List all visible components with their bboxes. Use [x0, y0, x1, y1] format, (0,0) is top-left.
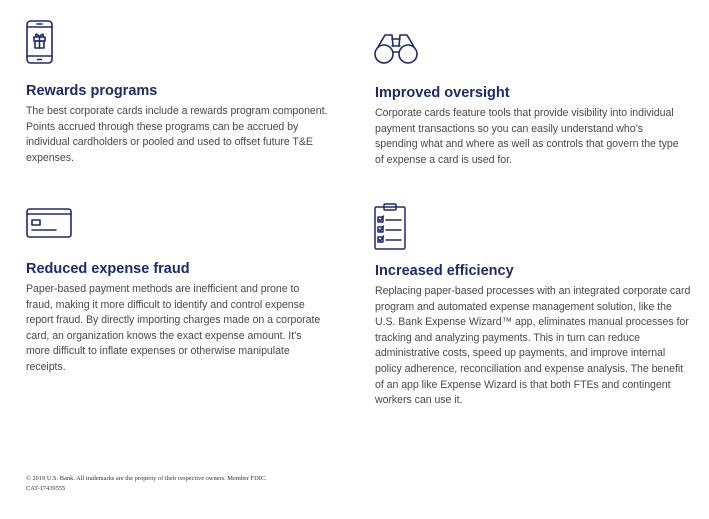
card-title: Increased efficiency [375, 263, 514, 279]
catalog-number: CAT-17439555 [26, 484, 66, 492]
binoculars-icon [374, 32, 418, 66]
card-title: Reduced expense fraud [26, 261, 190, 277]
legal-notice: © 2019 U.S. Bank. All trademarks are the property of their respective owners. Member FDIC. [26, 475, 267, 482]
clipboard-checklist-icon [374, 203, 406, 250]
footer [26, 474, 267, 493]
card-body: Replacing paper-based processes with an integrated corporate card program and automated expense management solution, like the U.S. Bank Expense Wizard™ app, eliminates manual processes for tracking and analyzing payments. This in turn can reduce administrative costs, speed up payments, and improve internal policy adherence, reconciliation and expense analysis. The benefit of an app like Expense Wizard is that both FTEs and contingent workers can use it. [375, 285, 691, 407]
card-body: Paper-based payment methods are inefficient and prone to fraud, making it more difficult to identify and control expense report fraud. By directly importing charges made on a corporate card, an organization knows the exact expense amount. It’s more difficult to inflate expenses or otherwise manipulate receipts. [26, 283, 321, 373]
card-body: The best corporate cards include a rewards program component. Points accrued through these programs can be accrued by individual cardholders or pooled and used to offset future T&E expenses. [26, 105, 328, 164]
mobile-gift-icon [26, 20, 53, 65]
card-title: Improved oversight [375, 85, 510, 101]
card-body: Corporate cards feature tools that provide visibility into individual payment transactions so you can easily understand who’s spending what and where as well as controls that govern the type of expense a card is used for. [375, 107, 679, 166]
card-title: Rewards programs [26, 83, 158, 99]
credit-card-icon [26, 208, 72, 238]
